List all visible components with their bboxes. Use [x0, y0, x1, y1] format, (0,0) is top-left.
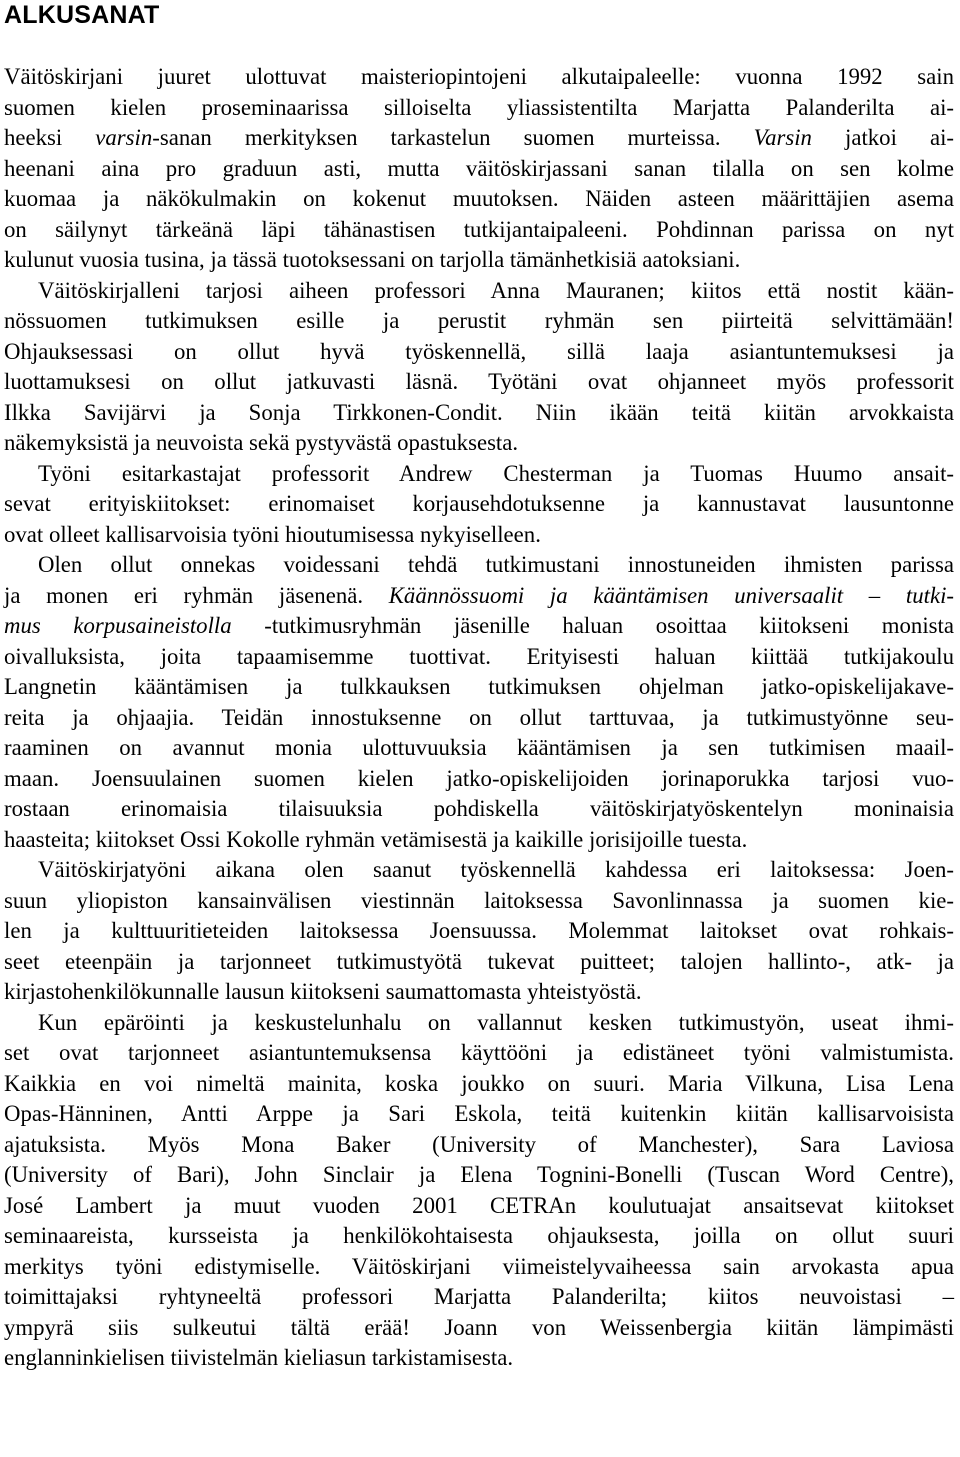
text-line: on säilynyt tärkeänä läpi tähänastisen tutkijantaipaleeni. Pohdinnan parissa on nyt [4, 216, 954, 242]
text-line: kuomaa ja näkökulmakin on kokenut muutoksen. Näiden asteen määrittäjien asema [4, 186, 954, 211]
text-line [4, 611, 954, 642]
text-line: reita ja ohjaajia. Teidän innostuksenne on ollut tarttuvaa, ja tutkimustyönne seu- [4, 704, 954, 730]
text-line: raaminen on avannut monia ulottuvuuksia kääntämisen ja sen tutkimisen maail- [4, 735, 954, 760]
text-line: suomen kielen proseminaarissa silloiselta yliassistentilta Marjatta Palanderilta ai- [4, 94, 954, 120]
text-line: luottamuksesi on ollut jatkuvasti läsnä. Työtäni ovat ohjanneet myös professorit [4, 369, 954, 394]
text-line: Kaikkia en voi nimeltä mainita, koska joukko on suuri. Maria Vilkuna, Lisa Lena [4, 1070, 954, 1096]
text-line: näkemyksistä ja neuvoista sekä pystyvästä opastuksesta. [4, 430, 519, 455]
text-line: rostaan erinomaisia tilaisuuksia pohdiskella väitöskirjatyöskentelyn moninaisia [4, 796, 954, 821]
italic-group-name: Käännössuomi ja kääntämisen universaalit – tutki- [388, 582, 954, 608]
text-line [4, 581, 954, 612]
text-line: sevat erityiskiitokset: erinomaiset korjausehdotuksenne ja kannustavat lausuntonne [4, 491, 954, 516]
text-span: ja monen eri ryhmän jäsenenä. [4, 582, 389, 608]
text-line: José Lambert ja muut vuoden 2001 CETRAn koulutuajat ansaitsevat kiitokset [4, 1192, 954, 1218]
text-line: englanninkielisen tiivistelmän kieliasun tarkistamisesta. [4, 1345, 514, 1370]
text-span: jatkoi ai- [811, 125, 954, 150]
italic-term: varsin [95, 125, 153, 150]
text-line: ovat olleet kallisarvoisia työni hioutumisessa nykyiselleen. [4, 521, 541, 547]
text-line [4, 123, 954, 154]
text-line: Työni esitarkastajat professorit Andrew Chesterman ja Tuomas Huumo ansait- [38, 460, 954, 486]
text-line: Langnetin kääntämisen ja tulkkauksen tutkimuksen ohjelman jatko-opiskelijakave- [4, 674, 954, 699]
text-line: set ovat tarjonneet asiantuntemuksensa käyttööni ja edistäneet työni valmistumista. [4, 1040, 954, 1065]
text-line: (University of Bari), John Sinclair ja Elena Tognini-Bonelli (Tuscan Word Centre), [4, 1162, 954, 1187]
document-page [4, 0, 954, 1374]
text-line: Ohjauksessasi on ollut hyvä työskennellä, sillä laaja asiantuntemuksesi ja [4, 338, 954, 364]
text-line: suun yliopiston kansainvälisen viestinnän laitoksessa Savonlinnassa ja suomen kie- [4, 887, 954, 913]
text-line: nössuomen tutkimuksen esille ja perustit ryhmän sen piirteitä selvittämään! [4, 308, 954, 333]
text-line: haasteita; kiitokset Ossi Kokolle ryhmän vetämisestä ja kaikille jorisijoille tuesta. [4, 826, 748, 852]
text-span: heeksi [4, 125, 96, 150]
page-heading: ALKUSANAT [4, 1, 160, 29]
text-span: -tutkimusryhmän jäsenille haluan osoittaa kiitokseni monista [231, 613, 954, 638]
text-line: seminaareista, kursseista ja henkilökohtaisesta ohjauksesta, joilla on ollut suuri [4, 1223, 954, 1248]
document-body [4, 62, 954, 1374]
text-line: Väitöskirjatyöni aikana olen saanut työskennellä kahdessa eri laitoksessa: Joen- [38, 857, 954, 882]
text-line: merkitys työni edistymiselle. Väitöskirjani viimeistelyvaiheessa sain arvokasta apua [4, 1253, 954, 1279]
text-line: Ilkka Savijärvi ja Sonja Tirkkonen-Condit. Niin ikään teitä kiitän arvokkaista [4, 399, 954, 425]
text-line: Väitöskirjani juuret ulottuvat maisteriopintojeni alkutaipaleelle: vuonna 1992 sain [4, 64, 954, 89]
paragraph-2 [4, 276, 954, 459]
paragraph-1 [4, 62, 954, 276]
text-line: heenani aina pro graduun asti, mutta väitöskirjassani sanan tilalla on sen kolme [4, 155, 954, 181]
text-span: -sanan merkityksen tarkastelun suomen murteissa. [152, 125, 754, 150]
paragraph-4 [4, 550, 954, 855]
text-line: maan. Joensuulainen suomen kielen jatko-opiskelijoiden jorinaporukka tarjosi vuo- [4, 765, 954, 791]
text-line: ympyrä siis sulkeutui tältä erää! Joann von Weissenbergia kiitän lämpimästi [4, 1314, 954, 1340]
paragraph-3 [4, 459, 954, 551]
paragraph-6 [4, 1008, 954, 1374]
text-line: Väitöskirjalleni tarjosi aiheen professori Anna Mauranen; kiitos että nostit kään- [38, 277, 954, 303]
text-line: Opas-Hänninen, Antti Arppe ja Sari Eskola, teitä kuitenkin kiitän kallisarvoisista [4, 1101, 954, 1126]
text-line: kirjastohenkilökunnalle lausun kiitokseni saumattomasta yhteistyöstä. [4, 979, 642, 1004]
text-line: Kun epäröinti ja keskustelunhalu on vallannut kesken tutkimustyön, useat ihmi- [38, 1009, 954, 1035]
italic-term: Varsin [753, 125, 812, 150]
text-line: oivalluksista, joita tapaamisemme tuottivat. Erityisesti haluan kiittää tutkijakoulu [4, 643, 954, 669]
paragraph-5 [4, 855, 954, 1008]
text-line: len ja kulttuuritieteiden laitoksessa Joensuussa. Molemmat laitokset ovat rohkais- [4, 918, 954, 943]
text-line: toimittajaksi ryhtyneeltä professori Marjatta Palanderilta; kiitos neuvoistasi – [4, 1284, 954, 1309]
text-line: seet eteenpäin ja tarjonneet tutkimustyötä tukevat puitteet; talojen hallinto-, atk- ja [4, 948, 954, 974]
text-line: ajatuksista. Myös Mona Baker (University of Manchester), Sara Laviosa [4, 1131, 954, 1157]
text-line: kulunut vuosia tusina, ja tässä tuotoksessani on tarjolla tämänhetkisiä aatoksiani. [4, 247, 741, 272]
italic-group-name: mus korpusaineistolla [4, 613, 232, 638]
text-line: Olen ollut onnekas voidessani tehdä tutkimustani innostuneiden ihmisten parissa [38, 552, 954, 577]
